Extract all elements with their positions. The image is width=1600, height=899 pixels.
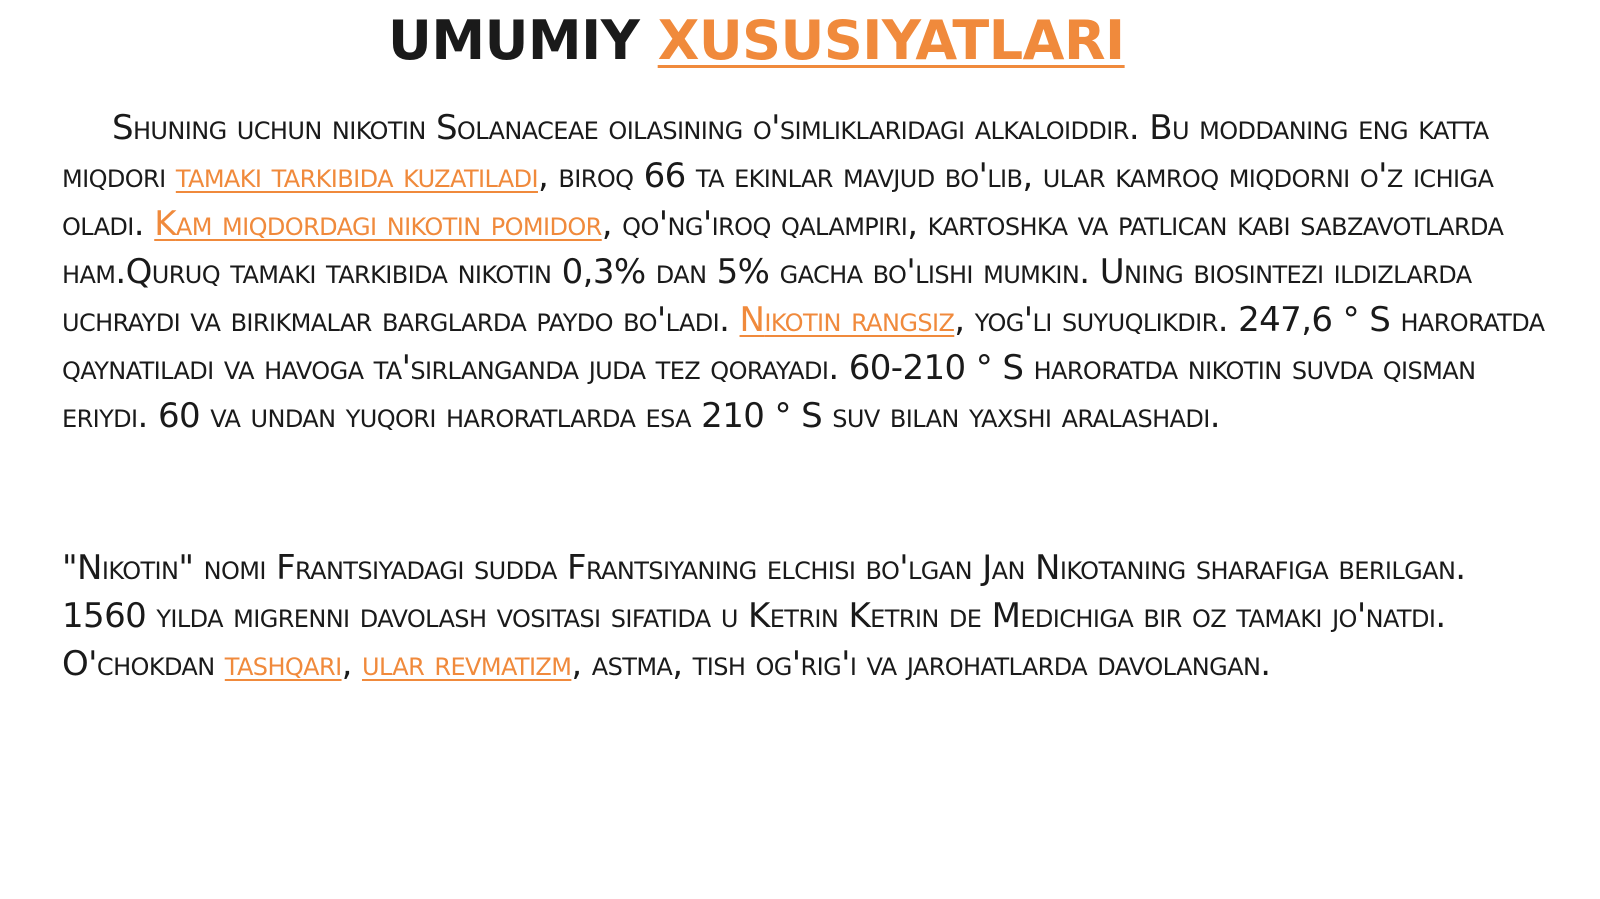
paragraph-1-text-1: Shuning uchun nikotin Solanaceae oilasining o'simliklaridagi alkaloiddir. Bu moddaning eng katta miqdori bbox=[62, 108, 1489, 196]
link-ular-revmatizm[interactable]: ular revmatizm bbox=[361, 644, 572, 684]
link-tashqari[interactable]: tashqari bbox=[224, 644, 342, 684]
paragraph-2-text-3: , astma, tish og'rig'i va jarohatlarda davolangan. bbox=[571, 644, 1271, 684]
paragraph-1 bbox=[62, 104, 1558, 440]
title-part-2: XUSUSIYATLARI bbox=[657, 9, 1125, 72]
slide-title bbox=[388, 8, 1125, 74]
paragraph-1-text-4: , yog'li suyuqlikdir. 247,6 ° S haroratda qaynatiladi va havoga ta'sirlanganda juda tez qorayadi. 60-210 ° S haroratda nikotin suvda qisman eriydi. 60 va undan yuqori haroratlarda esa 210 ° S suv bilan yaxshi aralashadi. bbox=[62, 300, 1545, 436]
paragraph-1-text-2: , biroq 66 ta ekinlar mavjud bo'lib, ular kamroq miqdorni o'z ichiga oladi. bbox=[62, 156, 1494, 244]
title-part-1: UMUMIY bbox=[388, 9, 640, 72]
link-nikotin-rangsiz[interactable]: Nikotin rangsiz bbox=[739, 300, 955, 340]
paragraph-2 bbox=[62, 544, 1558, 688]
paragraph-2-text-2: , bbox=[341, 644, 362, 684]
link-kam-miqdordagi[interactable]: Kam miqdordagi nikotin pomidor bbox=[154, 204, 602, 244]
paragraph-2-text-1: "Nikotin" nomi Frantsiyadagi sudda Frantsiyaning elchisi bo'lgan Jan Nikotaning sharafiga berilgan. 1560 yilda migrenni davolash vositasi sifatida u Ketrin Ketrin de Medichiga bir oz tamaki jo'natdi. O'chokdan bbox=[62, 548, 1466, 684]
paragraph-1-text-3: , qo'ng'iroq qalampiri, kartoshka va patlican kabi sabzavotlarda ham.Quruq tamaki tarkibida nikotin 0,3% dan 5% gacha bo'lishi mumkin. Uning biosintezi ildizlarda uchraydi va birikmalar barglarda paydo bo'ladi. bbox=[62, 204, 1504, 340]
link-tamaki-tarkibida[interactable]: tamaki tarkibida kuzatiladi bbox=[175, 156, 538, 196]
